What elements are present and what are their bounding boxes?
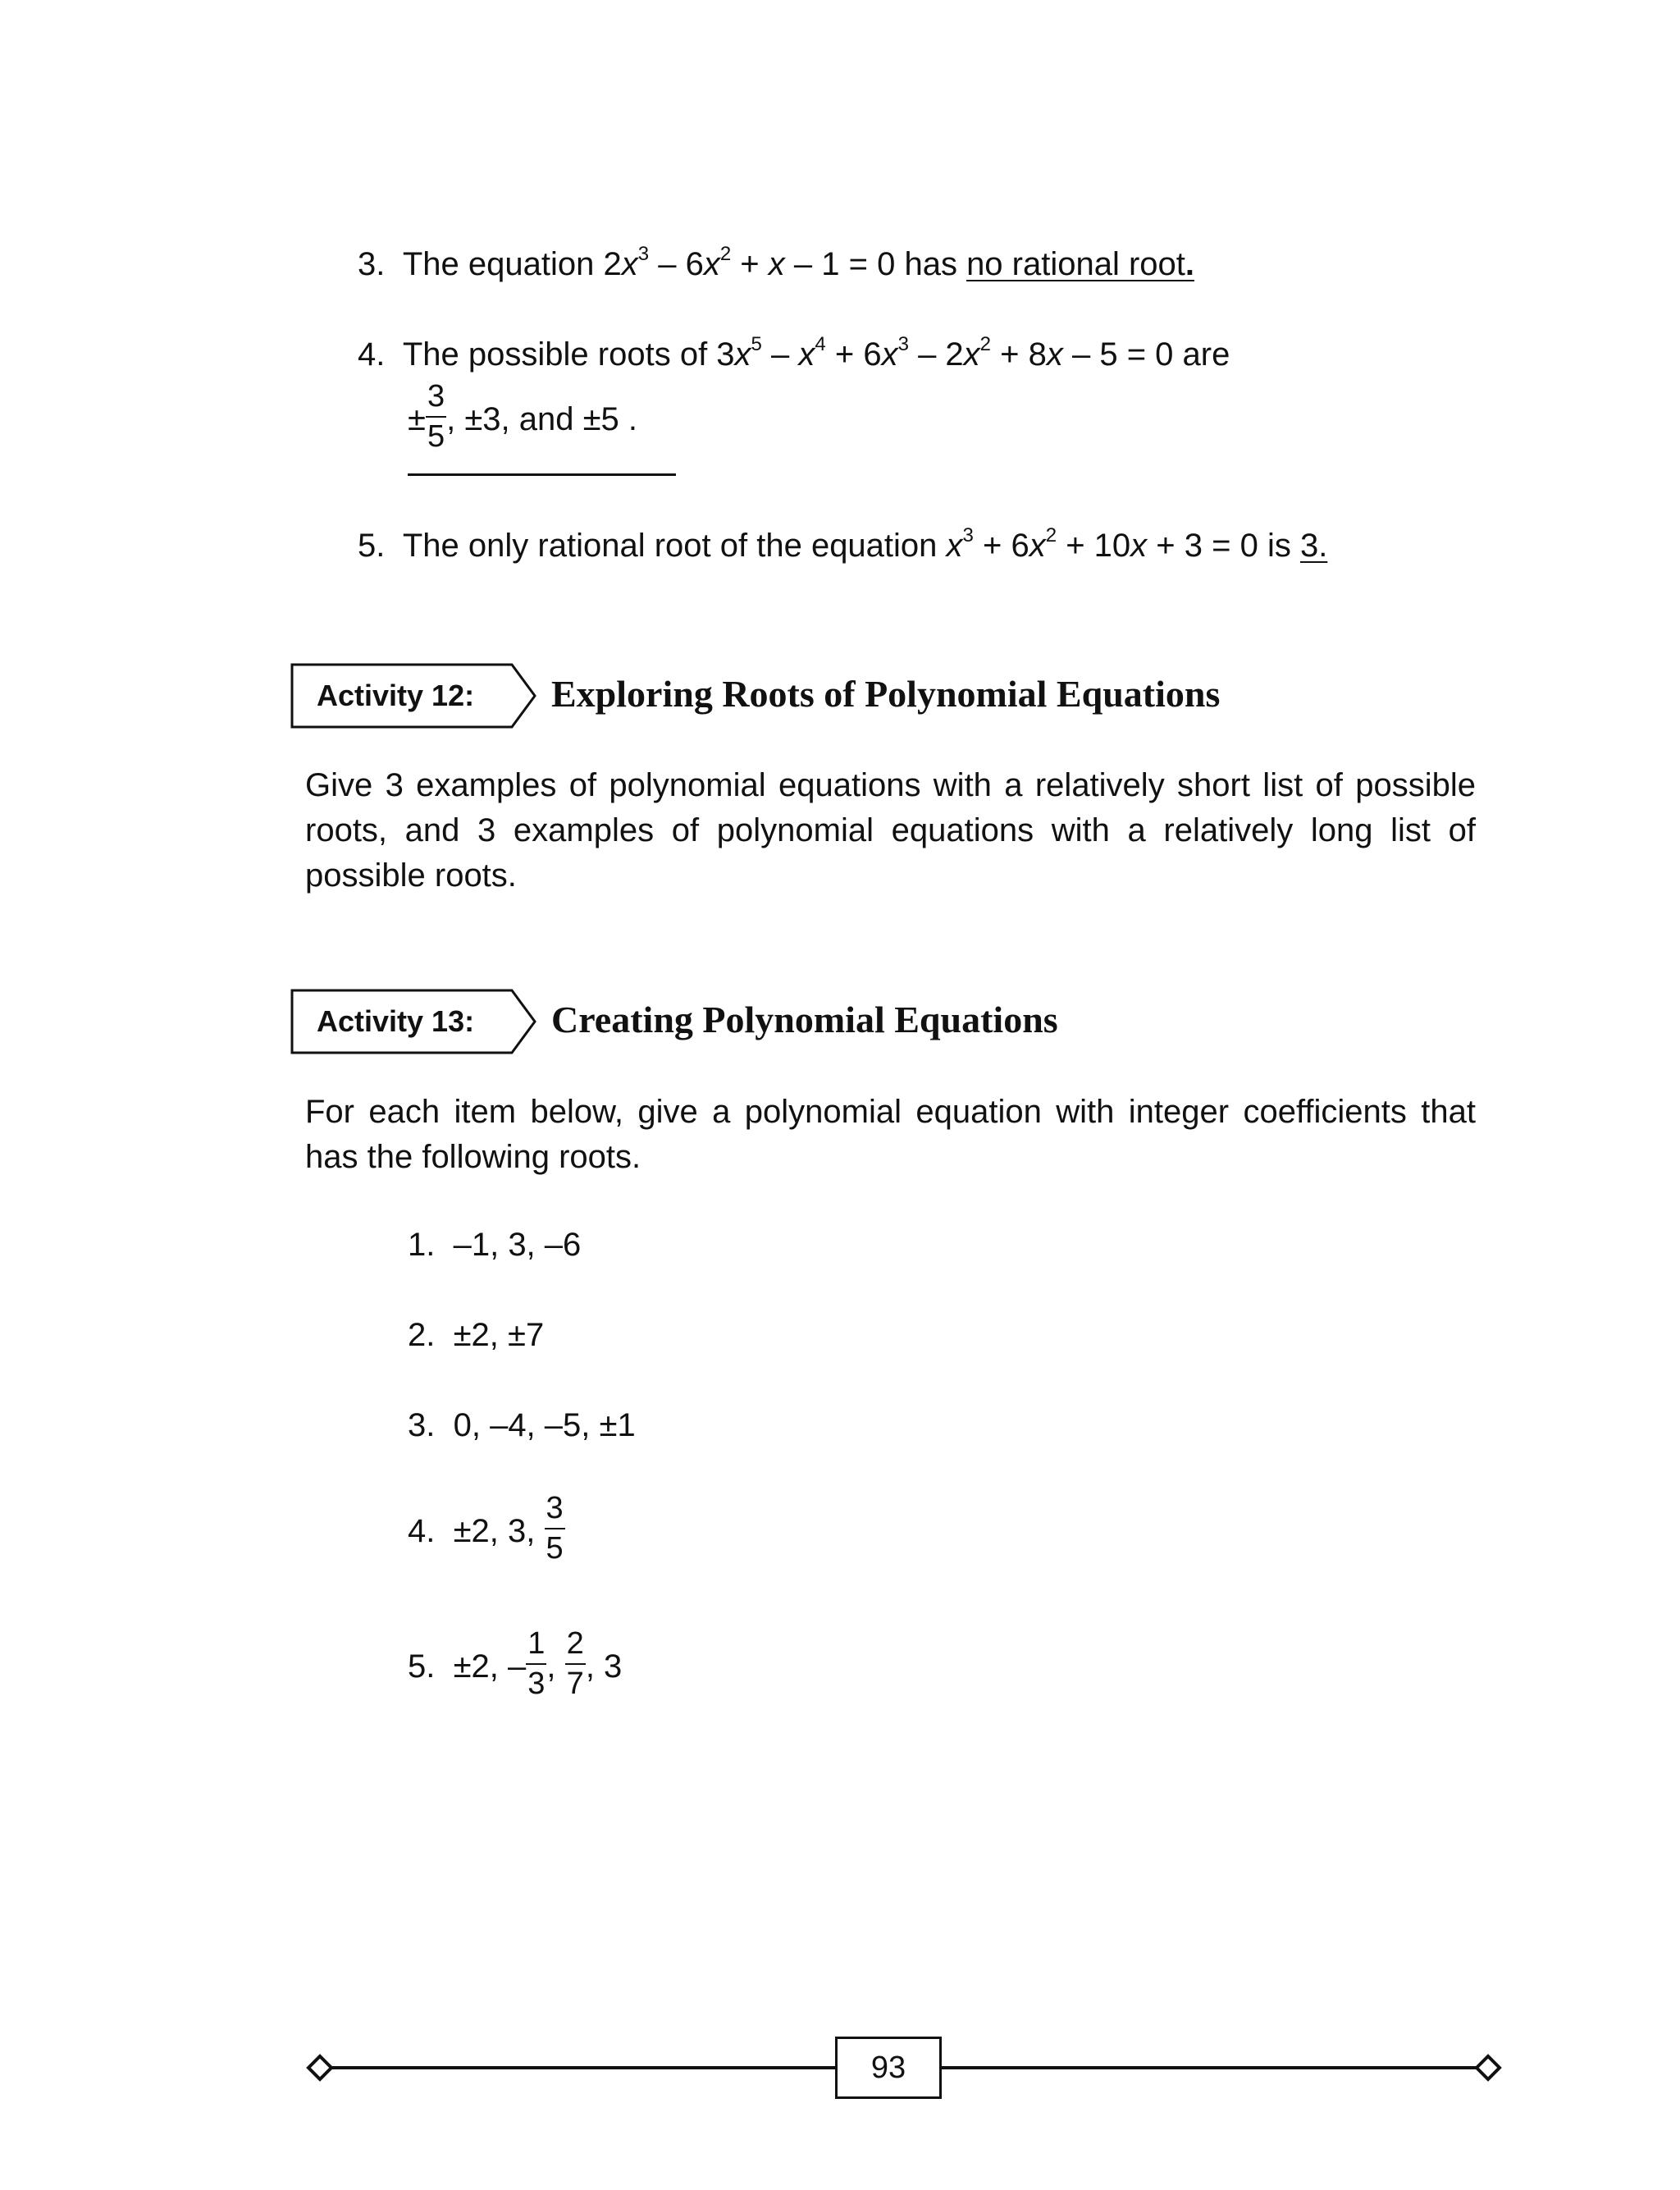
item-number: 3.	[358, 246, 386, 282]
page-number: 93	[835, 2037, 942, 2099]
fraction: $\frac{2}{7}$	[566, 1626, 584, 1701]
fraction: $\frac{1}{3}$	[527, 1626, 546, 1701]
list-item: 4. ±2, 3, $\frac{3}{5}$	[408, 1491, 564, 1566]
activity-label: Activity 13:	[317, 1004, 475, 1038]
activity-12-instructions: Give 3 examples of polynomial equations with a relatively short list of possible roots, and 3 examples of polynomial equations with a relatively long list of possible roots.	[305, 767, 1476, 894]
list-item: 3. 0, –4, –5, ±1	[408, 1407, 636, 1443]
item-5: 5. The only rational root of the equation $x^3 + 6x^2 + 10x + 3 = 0$ is 3.	[358, 524, 1328, 564]
list-item: 1. –1, 3, –6	[408, 1227, 582, 1263]
list-item: 2. ±2, ±7	[408, 1317, 545, 1353]
fraction: $\frac{3}{5}$	[546, 1491, 564, 1566]
activity-title: Exploring Roots of Polynomial Equations	[551, 673, 1221, 715]
fraction: $\frac{3}{5}$	[427, 379, 445, 454]
activity-13-instructions: For each item below, give a polynomial equation with integer coefficients that has the following roots.	[305, 1094, 1476, 1175]
item-number: 4.	[358, 336, 386, 373]
activity-label: Activity 12:	[317, 679, 475, 712]
activity-13-header	[290, 989, 545, 1054]
diamond-right-icon	[1477, 2056, 1500, 2079]
item-3: 3. The equation $2x^3 - 6x^2 + x - 1 = 0$ has no rational root.	[358, 243, 1195, 282]
item-4: 4. The possible roots of $3x^5 - x^4 + 6x^3 - 2x^2 + 8x - 5 = 0$ are	[358, 333, 1230, 373]
item-number: 5.	[358, 528, 386, 564]
activity-12-header	[290, 663, 545, 729]
answer-underline	[408, 473, 676, 476]
diamond-left-icon	[308, 2056, 331, 2079]
item-4-answer: ± $\frac{3}{5}$ , ±3, and ±5 .	[408, 379, 638, 454]
answer-underlined: 3.	[1299, 528, 1328, 564]
activity-title: Creating Polynomial Equations	[551, 999, 1058, 1040]
answer-underlined: no rational root	[966, 246, 1185, 282]
list-item: 5. ±2, – $\frac{1}{3}$ , $\frac{2}{7}$ , 3	[408, 1626, 623, 1701]
